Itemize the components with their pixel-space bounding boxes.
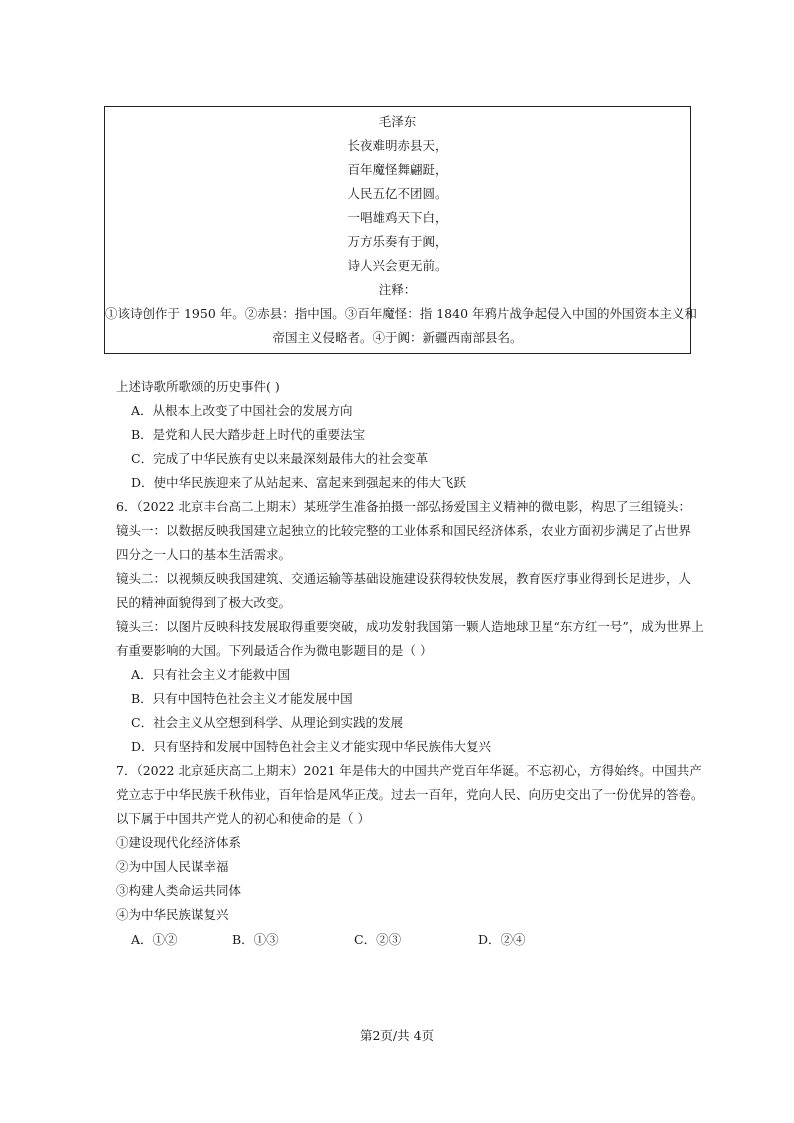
- question-6-text: 有重要影响的大国。下列最适合作为微电影题目的是（ ）: [116, 643, 433, 658]
- poem-line: 人民五亿不团圆。: [347, 186, 448, 201]
- poem-line: 万方乐奏有于阗，: [347, 234, 448, 249]
- question-5-stem: 上述诗歌所歌颂的历史事件( ): [116, 379, 280, 394]
- poem-note: 帝国主义侵略者。④于阗：新疆西南部县名。: [272, 330, 523, 345]
- question-5-option-b: B．是党和人民大踏步赶上时代的重要法宝: [131, 427, 366, 442]
- poem-box: [104, 106, 698, 354]
- question-6-text: 镜头三：以图片反映科技发展取得重要突破，成功发射我国第一颗人造地球卫星“东方红一号”，成为世界上: [116, 619, 704, 634]
- question-6-option-c: C．社会主义从空想到科学、从理论到实践的发展: [131, 715, 404, 730]
- question-7-option-a: A．①②: [131, 932, 178, 947]
- question-7-option-d: D．②④: [478, 932, 526, 947]
- question-7-statement: ③构建人类命运共同体: [116, 883, 242, 898]
- question-6-option-d: D．只有坚持和发展中国特色社会主义才能实现中华民族伟大复兴: [131, 739, 492, 754]
- question-6-stem: 6．（2022 北京丰台高二上期末）某班学生准备拍摄一部弘扬爱国主义精神的微电影，构思了三组镜头：: [116, 499, 691, 514]
- question-6-text: 镜头二：以视频反映我国建筑、交通运输等基础设施建设获得较快发展，教育医疗事业得到长足进步，人: [116, 571, 692, 586]
- question-7-text: 党立志于中华民族千秋伟业，百年恰是风华正茂。过去一百年，党向人民、向历史交出了一份优异的答卷。: [116, 787, 704, 802]
- question-6-text: 镜头一：以数据反映我国建立起独立的比较完整的工业体系和国民经济体系，农业方面初步满足了占世界: [116, 523, 692, 538]
- poem-note: ①该诗创作于 1950 年。②赤县：指中国。③百年魔怪：指 1840 年鸦片战争起侵入中国的外国资本主义和: [105, 306, 698, 321]
- page-footer: 第2页/共 4页: [359, 1028, 435, 1043]
- question-6-text: 民的精神面貌得到了极大改变。: [116, 595, 292, 610]
- question-5-option-d: D．使中华民族迎来了从站起来、富起来到强起来的伟大飞跃: [131, 475, 467, 490]
- question-6-text: 四分之一人口的基本生活需求。: [116, 547, 292, 562]
- question-7-statement: ④为中华民族谋复兴: [116, 907, 229, 922]
- question-7-option-b: B．①③: [232, 932, 279, 947]
- question-6-option-b: B．只有中国特色社会主义才能发展中国: [131, 691, 353, 706]
- question-7-stem: 7．（2022 北京延庆高二上期末）2021 年是伟大的中国共产党百年华诞。不忘初心，方得始终。中国共产: [116, 763, 702, 778]
- poem-line: 诗人兴会更无前。: [347, 258, 448, 273]
- question-5-option-a: A．从根本上改变了中国社会的发展方向: [131, 403, 353, 418]
- question-5-option-c: C．完成了中华民族有史以来最深刻最伟大的社会变革: [131, 451, 429, 466]
- poem-notes-heading: 注释：: [378, 282, 417, 297]
- poem-line: 百年魔怪舞翩跹，: [347, 162, 448, 177]
- poem-line: 长夜难明赤县天，: [347, 138, 448, 153]
- question-7-statement: ②为中国人民谋幸福: [116, 859, 229, 874]
- question-7-text: 以下属于中国共产党人的初心和使命的是（ ）: [116, 811, 370, 826]
- question-7-option-c: C．②③: [354, 932, 402, 947]
- poem-author: 毛泽东: [378, 114, 417, 129]
- poem-line: 一唱雄鸡天下白，: [347, 210, 448, 225]
- question-6-option-a: A．只有社会主义才能救中国: [131, 667, 291, 682]
- question-7-statement: ①建设现代化经济体系: [116, 835, 242, 850]
